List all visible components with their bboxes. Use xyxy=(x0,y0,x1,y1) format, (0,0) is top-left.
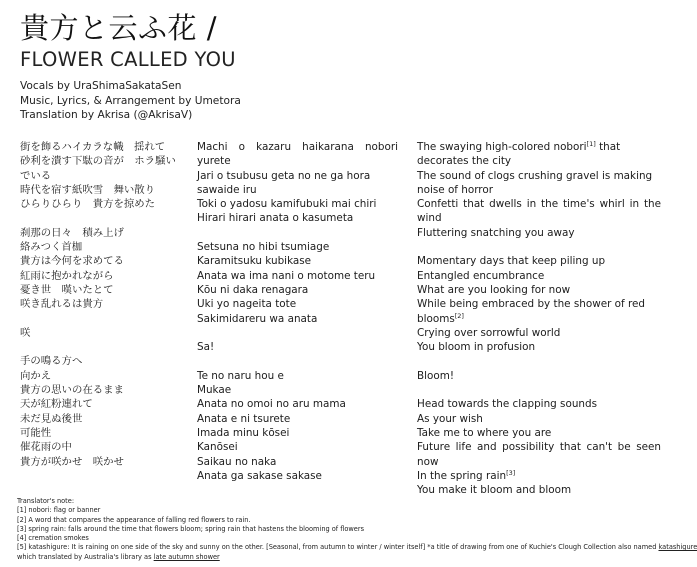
katashigure-link[interactable]: katashigure xyxy=(658,543,697,552)
lyric-text: noise of horror xyxy=(417,183,493,196)
lyric-text: Take me to where you are xyxy=(417,426,552,439)
stanza xyxy=(197,340,398,354)
title-japanese: 貴方と云ふ花 / xyxy=(20,11,217,45)
stanza xyxy=(20,140,190,211)
lyric-line-japanese: 絡みつく首枷 xyxy=(20,241,83,254)
lyric-line-romaji: Anata e ni tsurete xyxy=(197,412,291,425)
lyric-line-japanese: 咲き乱れるは貴方 xyxy=(20,298,104,311)
lyrics-japanese-column xyxy=(20,140,190,483)
lyric-line-japanese: ひらりひらり 貴方を掠めた xyxy=(20,198,156,211)
lyric-line-japanese: 紅雨に抱かれながら xyxy=(20,269,114,282)
lyric-line-english xyxy=(417,312,661,326)
credits xyxy=(20,79,241,123)
lyric-line-romaji: Te no naru hou e xyxy=(197,369,284,382)
note-item xyxy=(17,553,667,562)
lyric-line-romaji: Sakimidareru wa anata xyxy=(197,312,318,325)
notes-heading: Translator's note: xyxy=(17,497,75,505)
lyric-text: Fluttering snatching you away xyxy=(417,226,575,239)
lyric-line-romaji: Jari o tsubusu geta no ne ga hora xyxy=(197,169,371,182)
lyric-text: blooms xyxy=(417,312,455,325)
lyric-line-english xyxy=(417,397,661,411)
stanza xyxy=(20,326,190,340)
lyrics-romaji-column xyxy=(197,140,398,497)
stanza xyxy=(197,369,398,483)
lyric-line-english xyxy=(417,426,661,440)
lyrics-english-column xyxy=(417,140,661,512)
lyric-line-romaji: Anata no omoi no aru mama xyxy=(197,398,346,411)
stanza xyxy=(20,354,190,468)
credit-translation: Translation by Akrisa (@AkrisaV) xyxy=(20,109,193,121)
lyric-text: Momentary days that keep piling up xyxy=(417,255,606,268)
lyric-line-english xyxy=(417,412,661,426)
lyric-text: Future life and possibility that can't be seen now xyxy=(417,441,661,468)
lyric-line-english xyxy=(417,440,661,469)
stanza xyxy=(417,397,661,497)
stanza xyxy=(197,240,398,326)
lyric-line-english xyxy=(417,254,661,268)
lyric-text: Bloom! xyxy=(417,369,455,382)
stanza xyxy=(20,226,190,312)
lyric-line-romaji: Anata wa ima nani o motome teru xyxy=(197,269,376,282)
lyric-line-romaji: Setsuna no hibi tsumiage xyxy=(197,241,330,254)
lyric-line-english xyxy=(417,183,661,197)
stanza xyxy=(197,140,398,226)
lyric-line-japanese: 貴方が咲かせ 咲かせ xyxy=(20,455,124,468)
lyric-text: decorates the city xyxy=(417,155,512,168)
lyric-text: Confetti that dwells in the time's whirl in the wind xyxy=(417,198,661,225)
lyric-text: that xyxy=(595,141,621,153)
lyric-line-english xyxy=(417,154,661,168)
note-item: [4] cremation smokes xyxy=(17,534,89,543)
stanza xyxy=(417,140,661,240)
note-5-text: [5] katashigure: It is raining on one side of the sky and sunny on the other. [Seasonal, from autumn to winter / winter itself] *a title of drawing from one of Kuchie's Clough Collection also named xyxy=(17,543,659,552)
lyric-line-english xyxy=(417,269,661,283)
lyric-line-romaji: Imada minu kōsei xyxy=(197,426,290,439)
lyric-text: While being embraced by the shower of red xyxy=(417,298,646,311)
lyric-line-japanese: 街を飾るハイカラな幟 揺れて xyxy=(20,141,166,153)
translator-notes xyxy=(17,497,697,562)
lyric-line-japanese: 貴方の思いの在るまま xyxy=(20,384,124,397)
lyric-line-english xyxy=(417,469,661,483)
note-item: [1] nobori: flag or banner xyxy=(17,506,101,515)
note-item xyxy=(17,543,697,552)
lyric-line-romaji: Anata ga sakase sakase xyxy=(197,469,322,482)
lyric-line-english xyxy=(417,369,661,383)
footnote-ref: [1] xyxy=(586,140,596,148)
lyric-line-romaji: Karamitsuku kubikase xyxy=(197,255,312,268)
lyric-line-japanese: 天が紅粉連れて xyxy=(20,398,93,411)
lyric-text: Head towards the clapping sounds xyxy=(417,398,598,411)
lyric-text: As your wish xyxy=(417,412,483,425)
note-item: [2] A word that compares the appearance of falling red flowers to rain. xyxy=(17,515,251,524)
lyric-line-japanese: 刹那の日々 積み上げ xyxy=(20,226,124,239)
credit-music: Music, Lyrics, & Arrangement by Umetora xyxy=(20,94,241,107)
lyric-line-japanese: 咲 xyxy=(20,326,31,339)
lyric-text: You bloom in profusion xyxy=(417,341,536,354)
stanza xyxy=(417,254,661,354)
lyric-line-japanese: でいる xyxy=(20,169,52,182)
lyric-line-romaji: Hirari hirari anata o kasumeta xyxy=(197,212,354,225)
lyric-line-english xyxy=(417,340,661,354)
lyric-line-english xyxy=(417,297,661,311)
lyric-line-romaji: Machi o kazaru haikarana nobori yurete xyxy=(197,141,398,168)
lyric-line-english xyxy=(417,169,661,183)
footnote-ref: [2] xyxy=(454,311,464,320)
lyric-line-japanese: 未だ見ぬ後世 xyxy=(20,412,83,425)
credit-vocals: Vocals by UraShimaSakataSen xyxy=(20,80,182,92)
lyric-line-japanese: 憂き世 嘆いたとて xyxy=(20,283,114,296)
lyric-text: In the spring rain xyxy=(417,469,507,482)
lyric-line-japanese: 手の鳴る方へ xyxy=(20,355,83,368)
lyric-line-english xyxy=(417,483,661,497)
lyric-line-english xyxy=(417,226,661,240)
lyric-line-japanese: 向かえ xyxy=(20,369,52,382)
lyric-text: The sound of clogs crushing gravel is making xyxy=(417,169,653,182)
lyric-line-japanese: 砂利を潰す下駄の音が ホラ騒い xyxy=(20,155,176,168)
lyric-line-english xyxy=(417,140,661,154)
lyric-line-english xyxy=(417,326,661,340)
lyric-text: Crying over sorrowful world xyxy=(417,326,561,339)
lyric-line-romaji: Toki o yadosu kamifubuki mai chiri xyxy=(197,198,377,211)
note-item: [3] spring rain: falls around the time that flowers bloom; spring rain that hastens the blooming of flowers xyxy=(17,524,365,533)
lyric-text: Entangled encumbrance xyxy=(417,269,545,282)
lyric-line-english xyxy=(417,283,661,297)
lyric-line-romaji: Sa! xyxy=(197,341,215,354)
lyric-line-japanese: 貴方は今何を求めてる xyxy=(20,255,124,268)
lyric-line-romaji: Kanōsei xyxy=(197,441,238,454)
lyric-line-japanese: 催花雨の中 xyxy=(20,441,72,454)
lyric-line-japanese: 時代を宿す紙吹雪 舞い散り xyxy=(20,183,156,196)
lyric-line-romaji: Uki yo nageita tote xyxy=(197,298,297,311)
lyric-line-english xyxy=(417,197,661,226)
footnote-ref: [3] xyxy=(506,468,516,477)
late-autumn-shower-link[interactable]: late autumn shower xyxy=(153,552,220,561)
lyric-line-japanese: 可能性 xyxy=(20,426,52,439)
lyric-line-romaji: Kōu ni daka renagara xyxy=(197,283,309,296)
lyric-line-romaji: sawaide iru xyxy=(197,183,257,196)
lyric-text: What are you looking for now xyxy=(417,283,571,296)
lyric-line-romaji: Mukae xyxy=(197,384,232,397)
lyric-line-romaji: Saikau no naka xyxy=(197,455,277,468)
note-5-continuation: which translated by Australia's library as xyxy=(17,552,154,561)
lyric-text: The swaying high-colored nobori xyxy=(417,141,587,153)
lyric-text: You make it bloom and bloom xyxy=(417,484,572,497)
stanza xyxy=(417,369,661,383)
title-english: FLOWER CALLED YOU xyxy=(20,48,236,71)
